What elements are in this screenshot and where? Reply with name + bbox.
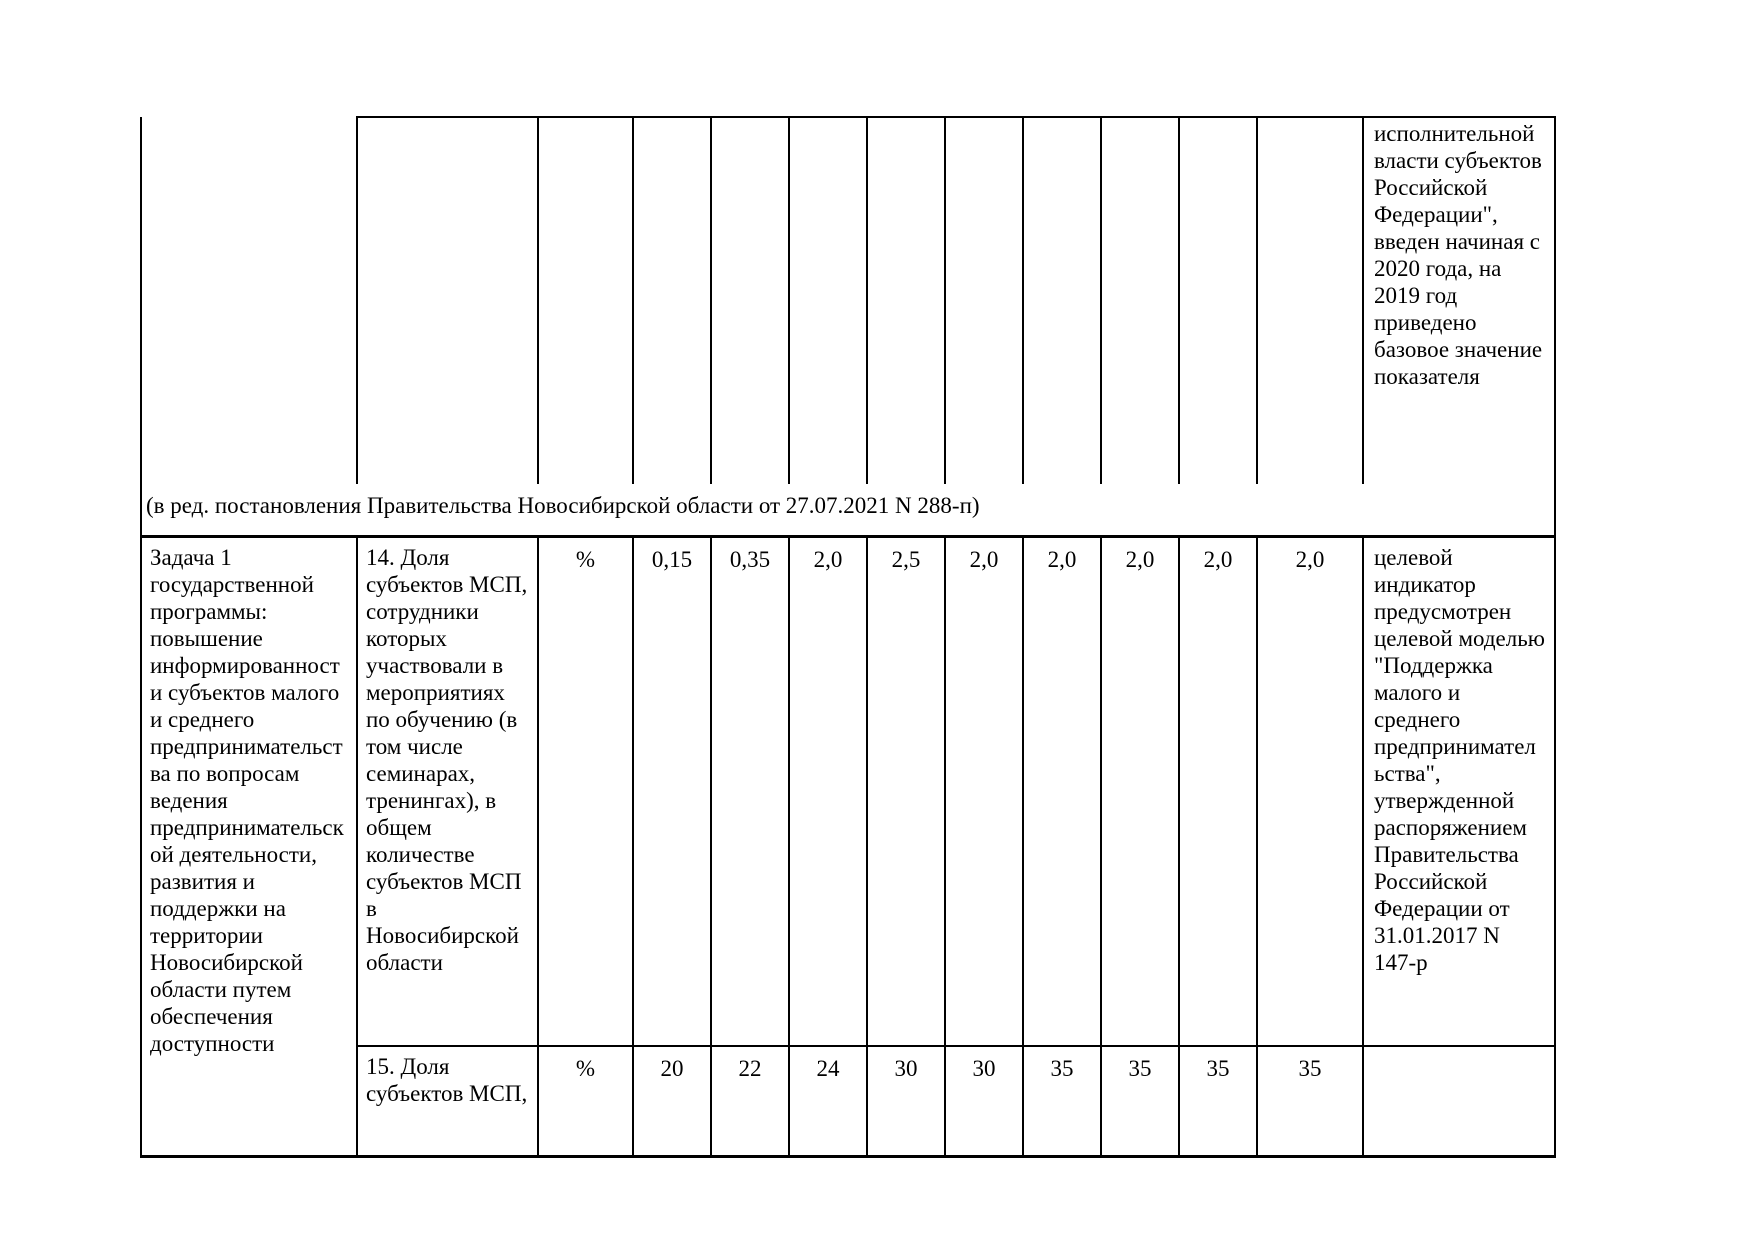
note-cell: целевой индикатор предусмотрен целевой моделью "Поддержка малого и среднего предпринимательства", утвержденной распоряжением Правительства Российской Федерации от 31.01.2017 N 147-р (1363, 536, 1555, 1046)
value-cell: 24 (789, 1046, 867, 1156)
indicator-14-cell: 14. Доля субъектов МСП, сотрудники которых участвовали в мероприятиях по обучению (в том числе семинарах, тренингах), в общем количестве субъектов МСП в Новосибирской области (357, 536, 538, 1046)
value-cell: 2,0 (1023, 536, 1101, 1046)
empty-task-cell (141, 117, 357, 484)
empty-cell (357, 117, 538, 484)
note-cell (1363, 1046, 1555, 1156)
value-cell: 2,0 (1101, 536, 1179, 1046)
continued-row (141, 117, 1555, 484)
empty-cell (1023, 117, 1101, 484)
value-cell: 2,0 (1257, 536, 1363, 1046)
empty-cell (633, 117, 711, 484)
empty-cell (538, 117, 633, 484)
continuation-note-cell: исполнительной власти субъектов Российской Федерации", введен начиная с 2020 года, на 2019 год приведено базовое значение показателя (1363, 117, 1555, 484)
value-cell: 35 (1257, 1046, 1363, 1156)
amendment-row (141, 484, 1555, 536)
value-cell: 0,35 (711, 536, 789, 1046)
empty-cell (789, 117, 867, 484)
value-cell: 35 (1179, 1046, 1257, 1156)
empty-cell (1257, 117, 1363, 484)
value-cell: 2,0 (789, 536, 867, 1046)
value-cell: 35 (1101, 1046, 1179, 1156)
indicators-table (140, 116, 1556, 1158)
value-cell: 2,5 (867, 536, 945, 1046)
value-cell: 30 (867, 1046, 945, 1156)
value-cell: 2,0 (1179, 536, 1257, 1046)
table-row (141, 536, 1555, 1046)
empty-cell (711, 117, 789, 484)
value-cell: 30 (945, 1046, 1023, 1156)
empty-cell (945, 117, 1023, 484)
empty-cell (1179, 117, 1257, 484)
indicator-15-cell: 15. Доля субъектов МСП, (357, 1046, 538, 1156)
empty-cell (1101, 117, 1179, 484)
value-cell: 2,0 (945, 536, 1023, 1046)
amendment-note: (в ред. постановления Правительства Новосибирской области от 27.07.2021 N 288-п) (141, 484, 1555, 536)
empty-cell (867, 117, 945, 484)
task-cell: Задача 1 государственной программы: повышение информированности субъектов малого и среднего предпринимательства по вопросам ведения предпринимательской деятельности, развития и поддержки на территории Новосибирской области путем обеспечения доступности (141, 536, 357, 1156)
unit-cell: % (538, 1046, 633, 1156)
unit-cell: % (538, 536, 633, 1046)
value-cell: 20 (633, 1046, 711, 1156)
value-cell: 22 (711, 1046, 789, 1156)
value-cell: 35 (1023, 1046, 1101, 1156)
value-cell: 0,15 (633, 536, 711, 1046)
